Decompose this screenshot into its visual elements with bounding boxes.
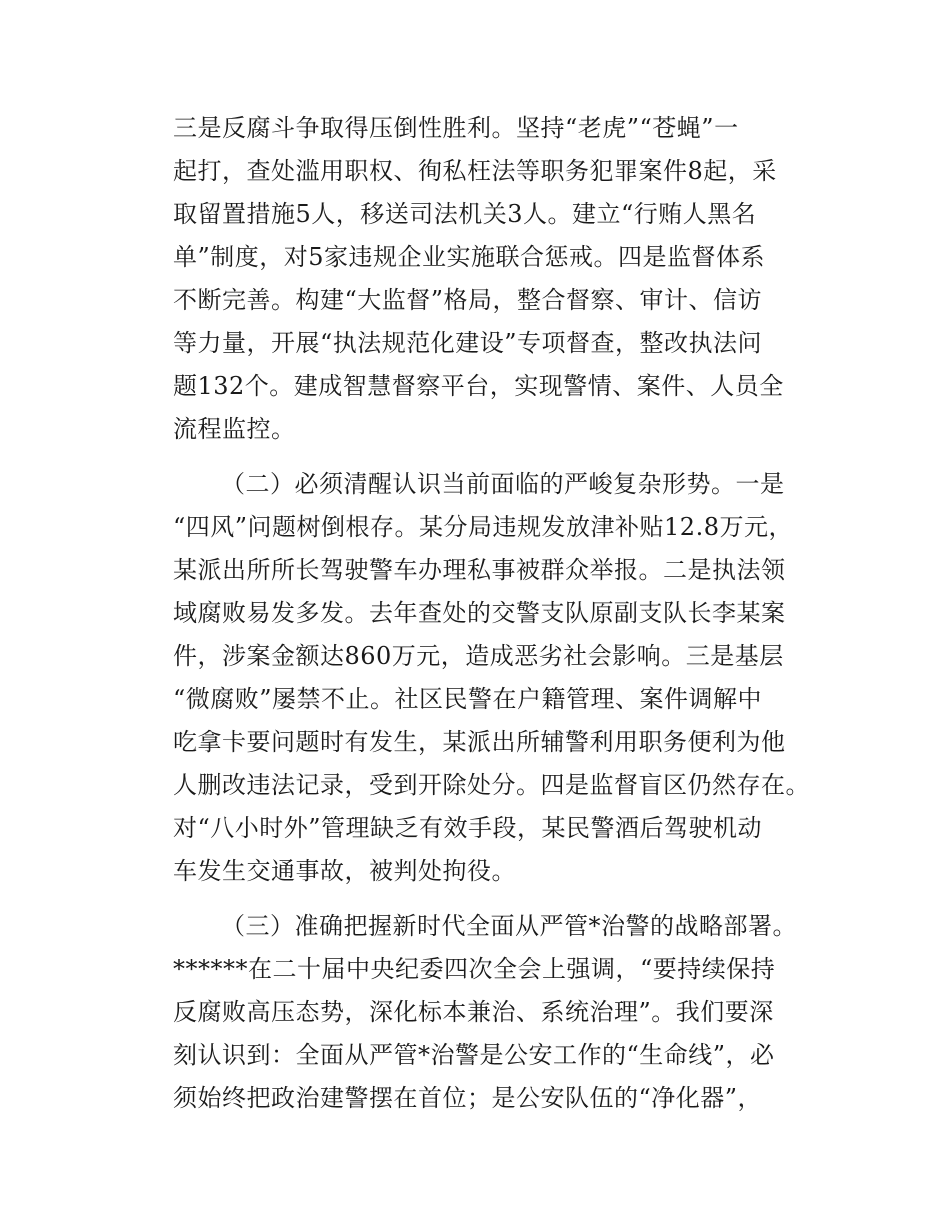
text-line: “四风”问题树倒根存。某分局违规发放津补贴12.8万元， (173, 513, 793, 541)
text-line: 反腐败高压态势，深化标本兼治、系统治理”。我们要深 (173, 998, 774, 1026)
text-line: 刻认识到：全面从严管*治警是公安工作的“生命线”，必 (173, 1041, 775, 1069)
text-line: 取留置措施5人，移送司法机关3人。建立“行贿人黑名 (173, 200, 757, 228)
text-line: 人删改违法记录，受到开除处分。四是监督盲区仍然存在。 (173, 771, 810, 799)
text-line: 须始终把政治建警摆在首位；是公安队伍的“净化器”， (173, 1084, 763, 1112)
text-line: 件，涉案金额达860万元，造成恶劣社会影响。三是基层 (173, 642, 784, 670)
text-line: （三）准确把握新时代全面从严管*治警的战略部署。 (221, 912, 797, 940)
text-line: 吃拿卡要问题时有发生，某派出所辅警利用职务便利为他 (173, 728, 786, 756)
text-line: ******在二十届中央纪委四次全会上强调，“要持续保持 (173, 955, 776, 983)
text-line: 题132个。建成智慧督察平台，实现警情、案件、人员全 (173, 372, 784, 400)
text-line: 单”制度，对5家违规企业实施联合惩戒。四是监督体系 (173, 243, 766, 271)
text-line: （二）必须清醒认识当前面临的严峻复杂形势。一是 (221, 470, 785, 498)
text-line: 起打，查处滥用职权、徇私枉法等职务犯罪案件8起，采 (173, 157, 777, 185)
text-line: 域腐败易发多发。去年查处的交警支队原副支队长李某案 (173, 599, 786, 627)
text-line: 不断完善。构建“大监督”格局，整合督察、审计、信访 (173, 286, 763, 314)
text-line: 某派出所所长驾驶警车办理私事被群众举报。二是执法领 (173, 556, 786, 584)
text-line: 流程监控。 (173, 415, 296, 443)
text-line: “微腐败”屡禁不止。社区民警在户籍管理、案件调解中 (173, 685, 763, 713)
text-line: 车发生交通事故，被判处拘役。 (173, 857, 516, 885)
text-line: 等力量，开展“执法规范化建设”专项督查，整改执法问 (173, 329, 763, 357)
text-line: 三是反腐斗争取得压倒性胜利。坚持“老虎”“苍蝇”一 (173, 114, 739, 142)
text-line: 对“八小时外”管理缺乏有效手段，某民警酒后驾驶机动 (173, 814, 763, 842)
